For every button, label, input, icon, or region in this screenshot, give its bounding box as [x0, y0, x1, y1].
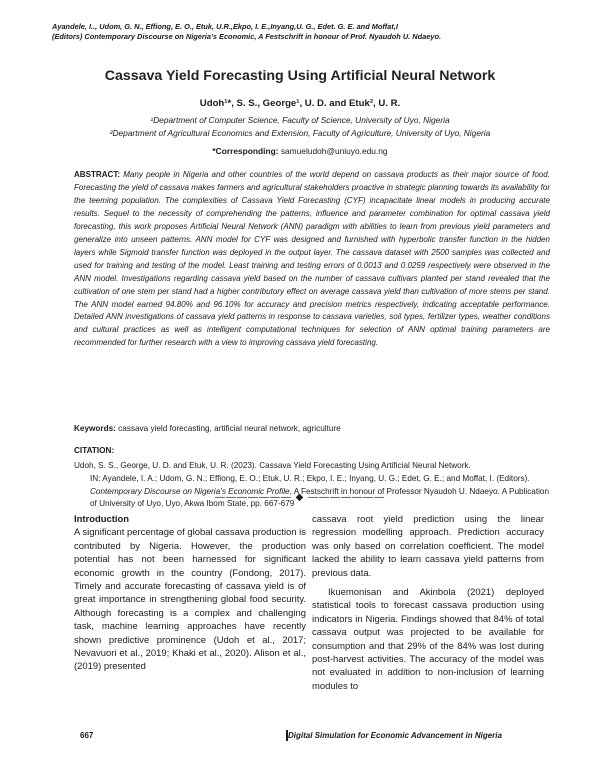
corresponding-email[interactable]: samueludoh@uniuyo.edu.ng: [280, 146, 388, 156]
paragraph: Ikuemonisan and Akinbola (2021) deployed statistical tools to forecast cassava production using indicators in Nigeria. Findings showed that 84% of total cassava output was projected to be available for consumption and that 29% of the 84% was lost during post-harvest activities. The accuracy of the model was not evaluated in addition to non-inclusion of learning modules to: [312, 587, 544, 692]
body-column-left: [74, 513, 306, 674]
corresponding-label: *Corresponding:: [212, 146, 279, 156]
citation-book-title: Contemporary Discourse on Nigeria’s Economic Profile: [90, 486, 290, 496]
abstract-text: Many people in Nigeria and other countries of the world depend on cassava products as their major source of food. Forecasting the yield of cassava makes farmers and agricultural stakeholders proactive in strategic planning towards its availability for the teeming population. The complexities of Cassava Yield Forecasting (CYF) incapacitate linear models in producing accurate results. Sequel to the necessity of comprehending the patterns, influence and parameter combination for optimal cassava yield forecasting, this work proposes Artificial Neural Network (ANN) paradigm with abilities to learn from previous yield parameters and generalize into unseen patterns. ANN model for CYF was designed and furnished with hyperbolic transfer function in the hidden layers while Sigmoid transfer function was deployed in the output layer. The cassava dataset with 2500 samples was collected and used for training and testing of the model. Least training and testing errors of 0.0013 and 0.0259 respectively were observed in the ANN model. Investigations regarding cassava yield based on the number of cassava cultivars planted per stand revealed that the cultivation of one stem per stand had a higher contributory effect on average cassava yield than cultivation of more stems per stand. The ANN model earned 94.80% and 96.10% for accuracy and precision metrics respectively, indicating acceptable performance. Detailed ANN investigations of cassava yield patterns in response to cassava varieties, soil types, fertilizer types, weather conditions and cultural practices as well as intelligent computational techniques for selection of ANN optimal training parameters are recommended for further research with a view to improving cassava yield forecasting.: [74, 170, 550, 348]
footer-book-title: Digital Simulation for Economic Advancement in Nigeria: [288, 731, 502, 740]
citation: [74, 460, 550, 511]
keywords-label: Keywords:: [74, 424, 116, 433]
citation-line-1: Udoh, S. S., George, U. D. and Etuk, U. R. (2023). Cassava Yield Forecasting Using Artificial Neural Network.: [74, 461, 471, 470]
page-number: 667: [80, 731, 94, 740]
running-head-book: (Editors) Contemporary Discourse on Nigeria’s Economic, A Festschrift in honour of Prof. Nyaudoh U. Ndaeyo.: [52, 32, 442, 41]
corresponding-author: [0, 146, 600, 156]
paragraph: A significant percentage of global cassava production is contributed by Nigeria. However, the production potential has not been harnessed for significant economic growth in the country (Fondong, 2017). Timely and accurate forecasting of cassava yield is of great importance in strengthening global food security. Although forecasting is a complex and challenging task, machine learning approaches have recently shown predictive prominence (Udoh et al., 2017; Nevavuori et al., 2019; Khaki et al., 2020). Alison et al., (2019) presented: [74, 527, 306, 673]
affiliation-2: ²Department of Agricultural Economics and Extension, Faculty of Agriculture, University of Uyo, Nigeria: [109, 128, 491, 138]
section-separator: ——————— ◆ ———————: [214, 492, 386, 503]
author-list: Udoh¹*, S. S., George¹, U. D. and Etuk², U. R.: [199, 98, 401, 109]
body-column-right: [312, 513, 544, 693]
running-head-editors: Ayandele, I.., Udom, G. N., Effiong, E. O., Etuk, U.R.,Ekpo, I. E.,Inyang,U. G., Edet. G. E. and Moffat,I: [52, 22, 398, 31]
section-heading-introduction: Introduction: [74, 514, 130, 525]
abstract-label: ABSTRACT:: [74, 170, 121, 179]
paragraph: cassava root yield prediction using the linear regression modelling approach. Prediction accuracy was only based on correlation coefficient. The model lacked the ability to learn cassava yield patterns from previous data.: [312, 514, 544, 579]
running-head: [52, 22, 548, 42]
citation-editors: IN: Ayandele, I. A.; Udom, G. N.; Effiong, E. O.; Etuk, U. R.; Ekpo, I. E.; Inyang, U. G.; Edet, G. E.; and Moffat, I. (Editors).: [90, 473, 530, 483]
keywords-text: cassava yield forecasting, artificial neural network, agriculture: [118, 424, 341, 433]
abstract: [74, 169, 550, 350]
citation-publisher: , A Festschrift in honour of Professor Nyaudoh U. Ndaeyo. A Publication of University of Uyo, Uyo, Akwa Ibom State, pp. 667-679: [90, 486, 550, 509]
keywords: [74, 424, 550, 433]
paper-title: Cassava Yield Forecasting Using Artificial Neural Network: [104, 68, 496, 84]
citation-heading: CITATION:: [74, 446, 115, 455]
affiliation-1: ¹Department of Computer Science, Faculty of Science, University of Uyo, Nigeria: [150, 115, 450, 125]
